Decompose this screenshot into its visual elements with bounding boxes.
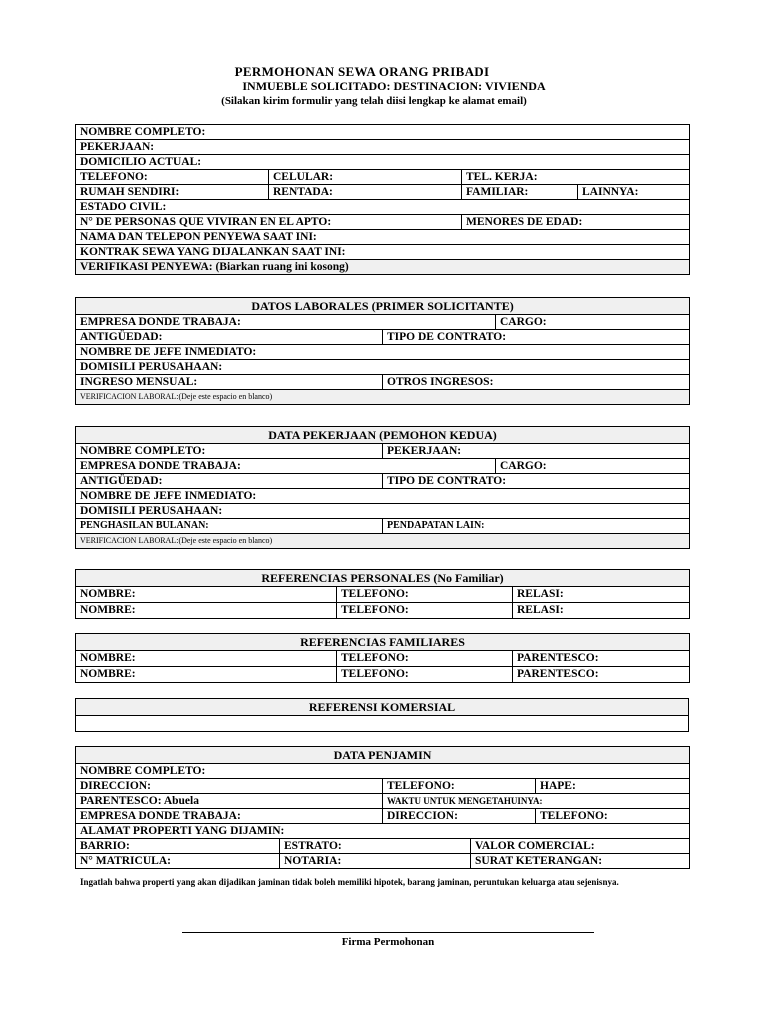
family-ref-1-kinship-field[interactable]: PARENTESCO: — [513, 651, 690, 667]
residents-count-field[interactable]: N° DE PERSONAS QUE VIVIRAN EN EL APTO: — [76, 215, 462, 230]
current-address-field[interactable]: DOMICILIO ACTUAL: — [76, 155, 690, 170]
applicant-table — [75, 124, 690, 275]
guarantor-table — [75, 746, 690, 869]
second-full-name-field[interactable]: NOMBRE COMPLETO: — [76, 444, 383, 459]
personal-ref-2-relation-field[interactable]: RELASI: — [513, 603, 690, 619]
guarantor-company-address-field[interactable]: DIRECCION: — [383, 809, 536, 824]
commercial-value-field[interactable]: VALOR COMERCIAL: — [471, 839, 690, 854]
certificate-field[interactable]: SURAT KETERANGAN: — [471, 854, 690, 869]
neighborhood-field[interactable]: BARRIO: — [76, 839, 280, 854]
second-company-address-field[interactable]: DOMISILI PERUSAHAAN: — [76, 504, 690, 519]
second-supervisor-field[interactable]: NOMBRE DE JEFE INMEDIATO: — [76, 489, 690, 504]
second-monthly-income-field[interactable]: PENGHASILAN BULANAN: — [76, 519, 383, 534]
family-ref-2-phone-field[interactable]: TELEFONO: — [337, 667, 513, 683]
company-field[interactable]: EMPRESA DONDE TRABAJA: — [76, 315, 496, 330]
current-landlord-field[interactable]: NAMA DAN TELEPON PENYEWA SAAT INI: — [76, 230, 690, 245]
occupation-field[interactable]: PEKERJAAN: — [76, 140, 690, 155]
section-title-primary-employment: DATOS LABORALES (PRIMER SOLICITANTE) — [76, 298, 690, 315]
guarantor-company-field[interactable]: EMPRESA DONDE TRABAJA: — [76, 809, 383, 824]
contract-type-field[interactable]: TIPO DE CONTRATO: — [383, 330, 690, 345]
registration-number-field[interactable]: N° MATRICULA: — [76, 854, 280, 869]
notary-field[interactable]: NOTARIA: — [280, 854, 471, 869]
full-name-field[interactable]: NOMBRE COMPLETO: — [76, 125, 690, 140]
minors-field[interactable]: MENORES DE EDAD: — [462, 215, 690, 230]
second-contract-type-field[interactable]: TIPO DE CONTRATO: — [383, 474, 690, 489]
personal-references-table — [75, 569, 690, 619]
monthly-income-field[interactable]: INGRESO MENSUAL: — [76, 375, 383, 390]
guarantor-mobile-field[interactable]: HAPE: — [536, 779, 690, 794]
guarantor-address-field[interactable]: DIRECCION: — [76, 779, 383, 794]
phone-field[interactable]: TELEFONO: — [76, 170, 269, 185]
family-references-table — [75, 633, 690, 683]
marital-status-field[interactable]: ESTADO CIVIL: — [76, 200, 690, 215]
own-house-field[interactable]: RUMAH SENDIRI: — [76, 185, 269, 200]
commercial-reference-table — [75, 698, 689, 732]
form-title: PERMOHONAN SEWA ORANG PRIBADI — [234, 64, 490, 79]
signature-label: Firma Permohonan — [341, 936, 435, 948]
form-instruction: (Silakan kirim formulir yang telah diisi lengkap ke alamat email) — [221, 95, 527, 107]
second-other-income-field[interactable]: PENDAPATAN LAIN: — [383, 519, 690, 534]
stratum-field[interactable]: ESTRATO: — [280, 839, 471, 854]
second-company-field[interactable]: EMPRESA DONDE TRABAJA: — [76, 459, 496, 474]
other-income-field[interactable]: OTROS INGRESOS: — [383, 375, 690, 390]
section-title-commercial-reference: REFERENSI KOMERSIAL — [76, 699, 689, 716]
family-ref-2-name-field[interactable]: NOMBRE: — [76, 667, 337, 683]
signature-line[interactable] — [182, 932, 594, 933]
family-home-field[interactable]: FAMILIAR: — [462, 185, 578, 200]
mobile-field[interactable]: CELULAR: — [269, 170, 462, 185]
guarantor-phone-field[interactable]: TELEFONO: — [383, 779, 536, 794]
guarantor-full-name-field[interactable]: NOMBRE COMPLETO: — [76, 764, 690, 779]
employment-verification-field: VERIFICACION LABORAL:(Deje este espacio en blanco) — [76, 390, 690, 405]
personal-ref-1-phone-field[interactable]: TELEFONO: — [337, 587, 513, 603]
section-title-personal-references: REFERENCIAS PERSONALES (No Familiar) — [76, 570, 690, 587]
guarantor-company-phone-field[interactable]: TELEFONO: — [536, 809, 690, 824]
position-field[interactable]: CARGO: — [496, 315, 690, 330]
section-title-family-references: REFERENCIAS FAMILIARES — [76, 634, 690, 651]
personal-ref-2-phone-field[interactable]: TELEFONO: — [337, 603, 513, 619]
personal-ref-1-name-field[interactable]: NOMBRE: — [76, 587, 337, 603]
guarantor-kinship-field[interactable]: PARENTESCO: Abuela — [76, 794, 383, 809]
second-seniority-field[interactable]: ANTIGÜEDAD: — [76, 474, 383, 489]
section-title-guarantor: DATA PENJAMIN — [76, 747, 690, 764]
commercial-reference-field[interactable] — [76, 716, 689, 732]
supervisor-field[interactable]: NOMBRE DE JEFE INMEDIATO: — [76, 345, 690, 360]
company-address-field[interactable]: DOMISILI PERUSAHAAN: — [76, 360, 690, 375]
tenant-verification-field: VERIFIKASI PENYEWA: (Biarkan ruang ini kosong) — [76, 260, 690, 275]
family-ref-2-kinship-field[interactable]: PARENTESCO: — [513, 667, 690, 683]
seniority-field[interactable]: ANTIGÜEDAD: — [76, 330, 383, 345]
form-subtitle: INMUEBLE SOLICITADO: DESTINACION: VIVIENDA — [242, 79, 546, 93]
rented-field[interactable]: RENTADA: — [269, 185, 462, 200]
second-employment-verification-field: VERIFICACION LABORAL:(Deje este espacio en blanco) — [76, 534, 690, 549]
personal-ref-1-relation-field[interactable]: RELASI: — [513, 587, 690, 603]
guarantee-note: Ingatlah bahwa properti yang akan dijadikan jaminan tidak boleh memiliki hipotek, barang jaminan, peruntukan keluarga atau sejenisnya. — [80, 877, 619, 887]
section-title-second-employment: DATA PEKERJAAN (PEMOHON KEDUA) — [76, 427, 690, 444]
work-phone-field[interactable]: TEL. KERJA: — [462, 170, 690, 185]
family-ref-1-phone-field[interactable]: TELEFONO: — [337, 651, 513, 667]
other-housing-field[interactable]: LAINNYA: — [578, 185, 690, 200]
second-employment-table — [75, 426, 690, 549]
primary-employment-table — [75, 297, 690, 405]
second-position-field[interactable]: CARGO: — [496, 459, 690, 474]
personal-ref-2-name-field[interactable]: NOMBRE: — [76, 603, 337, 619]
guaranteed-property-address-field[interactable]: ALAMAT PROPERTI YANG DIJAMIN: — [76, 824, 690, 839]
guarantor-known-since-field[interactable]: WAKTU UNTUK MENGETAHUINYA: — [383, 794, 690, 809]
family-ref-1-name-field[interactable]: NOMBRE: — [76, 651, 337, 667]
second-occupation-field[interactable]: PEKERJAAN: — [383, 444, 690, 459]
current-lease-field[interactable]: KONTRAK SEWA YANG DIJALANKAN SAAT INI: — [76, 245, 690, 260]
